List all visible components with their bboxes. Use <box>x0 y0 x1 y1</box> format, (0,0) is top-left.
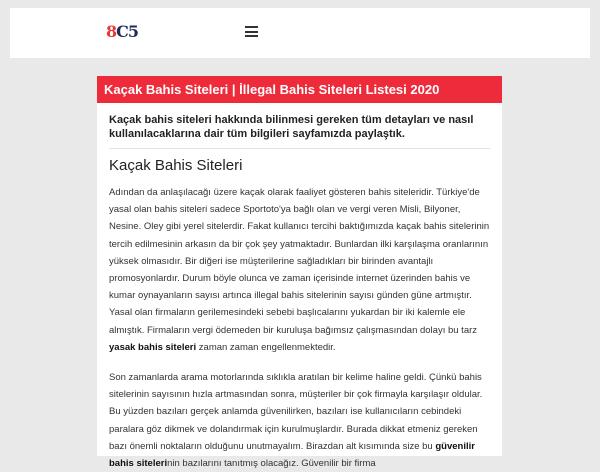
article-title: Kaçak Bahis Siteleri | İllegal Bahis Siteleri Listesi 2020 <box>97 76 502 103</box>
site-header <box>10 8 590 58</box>
hamburger-menu-icon[interactable] <box>245 26 258 37</box>
paragraph-1-bold: yasak bahis siteleri <box>109 341 197 353</box>
paragraph-2 <box>109 369 490 472</box>
paragraph-2-text: Son zamanlarda arama motorlarında sıklıkla aratılan bir kelime haline geldi. Çünkü bahis sitelerinin sayısının hızla artmasından sonra, müşteriler bir çok firmayla karşılaşır oldular. Bu yüzden bazıları gerçek anlamda güvenilirken, bazıları ise kullanıcıların cebindeki paralara göz dikmek ve dolandırmak için kurulmuşlardır. Burada dikkat etmeniz gereken bazı önemli noktaların olduğunu unutmayalım. Birazdan alt kısımında size bu <box>109 372 483 452</box>
section-heading: Kaçak Bahis Siteleri <box>109 157 243 174</box>
paragraph-1 <box>109 184 490 356</box>
article-intro: Kaçak bahis siteleri hakkında bilinmesi gereken tüm detayları ve nasıl kullanılacaklarına dair tüm bilgileri sayfamızda paylaştık. <box>109 113 490 149</box>
paragraph-1-end: zaman zaman engellenmektedir. <box>198 341 336 353</box>
article-card <box>97 76 502 470</box>
logo-part-1: 8 <box>106 22 117 41</box>
logo-part-2: C5 <box>116 22 139 41</box>
site-logo[interactable] <box>106 22 138 41</box>
article-content <box>97 103 502 472</box>
trusted-betting-sites-link[interactable]: güvenilir bahis siteleri <box>109 440 475 470</box>
paragraph-2-end: nin bazılarını tanıtmış olacağız. Güvenilir bir firma <box>167 458 376 470</box>
paragraph-1-text: Adından da anlaşılacağı üzere kaçak olarak faaliyet gösteren bahis siteleridir. Türkiye'de yasal olan bahis siteleri sadece Sportoto'ya bağlı olan ve vergi veren Misli, Bilyoner, Nesine. Oley gibi yerel sitelerdir. Fakat kullanıcı tercihi baktığımızda kaçak bahis sitelerinin tercih edilmesinin arkasın da bir çok şey yatmaktadır. Bunlardan ilki karşılaşma oranlarının yüksek olmasıdır. Bir diğeri ise müşterilerine sağladıkları bir birinden avantajlı promosyonlardır. Durum böyle olunca ve zaman içerisinde internet üzerinden bahis ve kumar oynayanların sayısı artınca illegal bahis sitelerinin sayısı günden güne artmıştır. Yasal olan firmaların gerilemesindeki sebebi başlıcalarını yukardan bir iki kalemle ele almıştık. Firmaların vergi ödemeden bir kuruluşa bağımsız çalışmasından dolayı bu tarz <box>109 187 490 336</box>
